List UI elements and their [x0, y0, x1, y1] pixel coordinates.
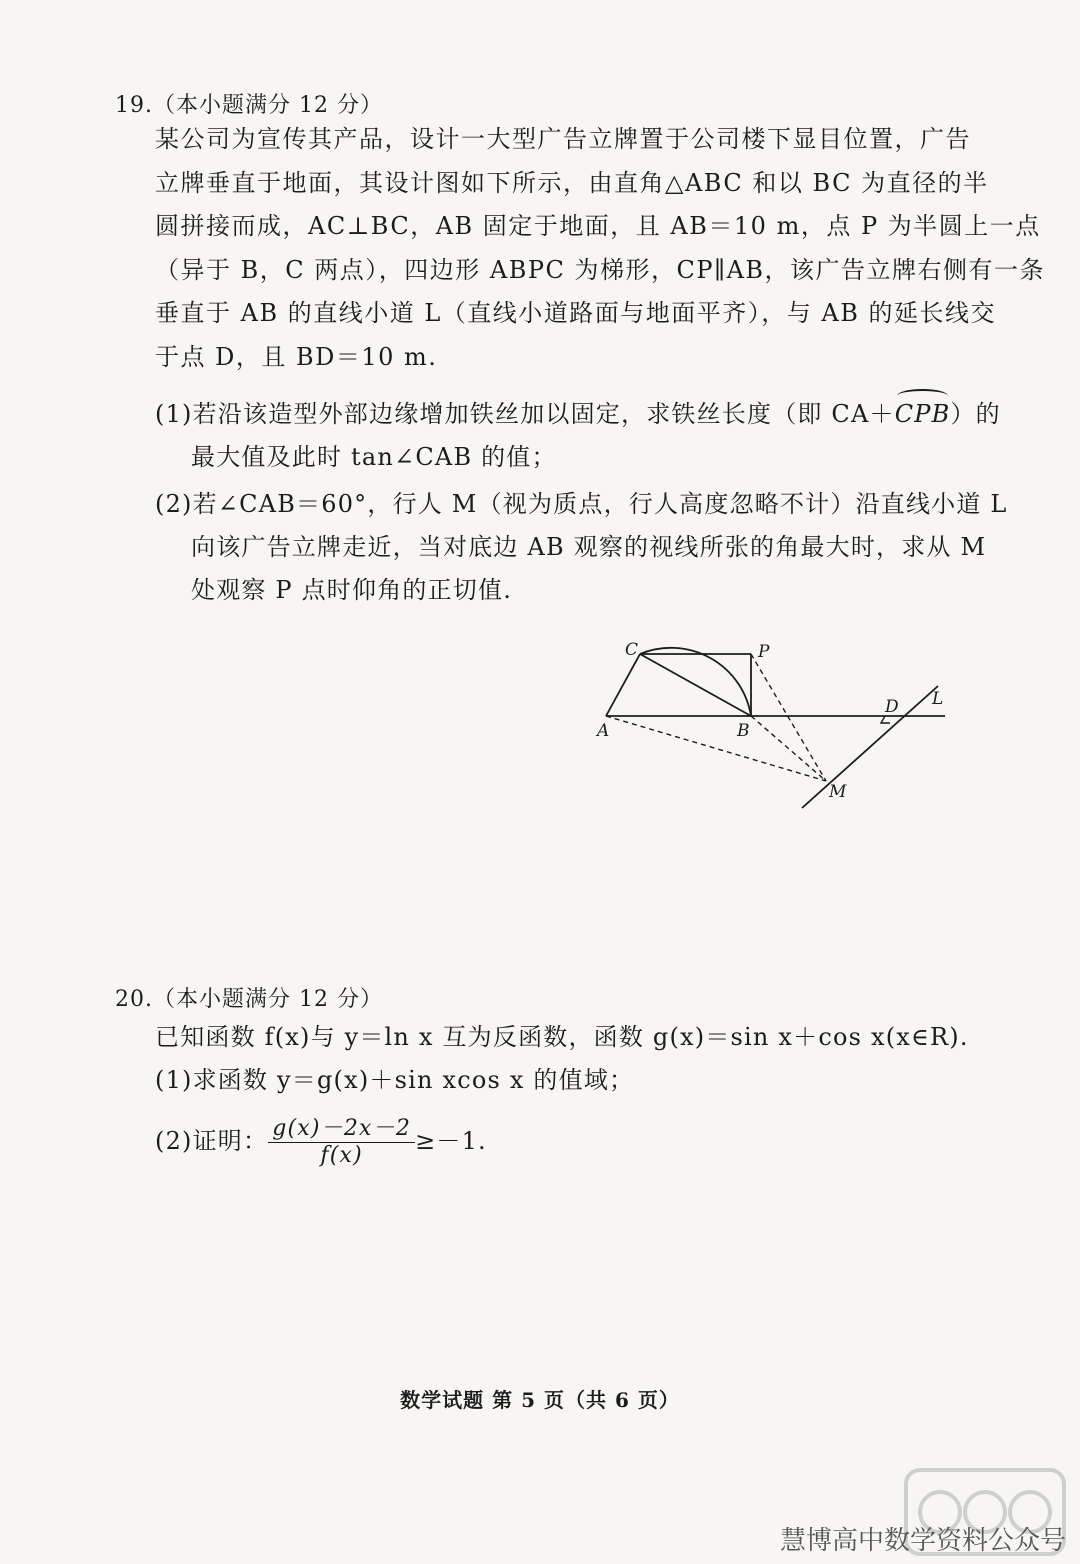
- q20-body: [155, 1016, 969, 1102]
- q19-line-4: （异于 B，C 两点），四边形 ABPC 为梯形，CP∥AB，该广告立牌右侧有一条: [155, 255, 1046, 284]
- q19-part2-line1: (2)若∠CAB＝60°，行人 M（视为质点，行人高度忽略不计）沿直线小道 L: [155, 490, 1008, 518]
- fraction-denominator: f(x): [320, 1143, 363, 1168]
- q19-line-6: 于点 D，且 BD＝10 m.: [155, 342, 438, 371]
- q19-line-5: 垂直于 AB 的直线小道 L（直线小道路面与地面平齐），与 AB 的延长线交: [155, 299, 997, 327]
- q20-header: 20.（本小题满分 12 分）: [115, 987, 383, 1012]
- label-d: D: [885, 697, 899, 717]
- label-m: M: [829, 782, 847, 802]
- q19-part2-line2: 向该广告立牌走近，当对底边 AB 观察的视线所张的角最大时，求从 M: [191, 533, 987, 561]
- right-angle-mark: [881, 716, 890, 723]
- q20-part2: [155, 1112, 965, 1170]
- q20-part1: (1)求函数 y＝g(x)＋sin xcos x 的值域；: [155, 1066, 635, 1094]
- q19-statement: [155, 118, 1046, 379]
- q19-line-3: 圆拼接而成，AC⊥BC，AB 固定于地面，且 AB＝10 m，点 P 为半圆上一点: [155, 212, 1041, 240]
- q19-part1-line2: 最大值及此时 tan∠CAB 的值；: [191, 443, 557, 471]
- label-a: A: [597, 721, 610, 741]
- label-c: C: [625, 640, 639, 660]
- q19-part2: [155, 483, 1008, 612]
- q19-figure: [580, 620, 980, 810]
- path-l: [802, 686, 938, 808]
- segment-ca: [606, 654, 640, 716]
- label-b: B: [737, 721, 750, 741]
- page-footer: 数学试题 第 5 页（共 6 页）: [400, 1388, 680, 1412]
- q19-part2-line3: 处观察 P 点时仰角的正切值.: [191, 576, 513, 604]
- q20-part2-prefix: (2)证明：: [155, 1127, 269, 1155]
- watermark-text: 慧博高中数学资料公众号: [780, 1526, 1067, 1556]
- sightline-bm: [751, 716, 826, 781]
- label-p: P: [758, 642, 770, 662]
- q19-part1-text-b: ）的: [950, 400, 1001, 428]
- segment-cb: [640, 654, 751, 716]
- q19-line-1: 某公司为宣传其产品，设计一大型广告立牌置于公司楼下显目位置，广告: [155, 125, 971, 153]
- q20-part2-suffix: ≥－1.: [415, 1127, 487, 1155]
- q19-part1-text-a: (1)若沿该造型外部边缘增加铁丝加以固定，求铁丝长度（即 CA＋: [155, 400, 895, 428]
- label-l: L: [932, 689, 944, 709]
- q19-header: 19.（本小题满分 12 分）: [115, 93, 383, 118]
- q19-line-2: 立牌垂直于地面，其设计图如下所示，由直角△ABC 和以 BC 为直径的半: [155, 168, 989, 197]
- fraction: [268, 1116, 415, 1169]
- arc-cpb: CPB: [895, 393, 951, 436]
- fraction-numerator: g(x)－2x－2: [268, 1116, 415, 1143]
- q20-line1: 已知函数 f(x)与 y＝ln x 互为反函数，函数 g(x)＝sin x＋cos x(x∈R).: [155, 1023, 969, 1051]
- q19-part1: [155, 393, 1001, 479]
